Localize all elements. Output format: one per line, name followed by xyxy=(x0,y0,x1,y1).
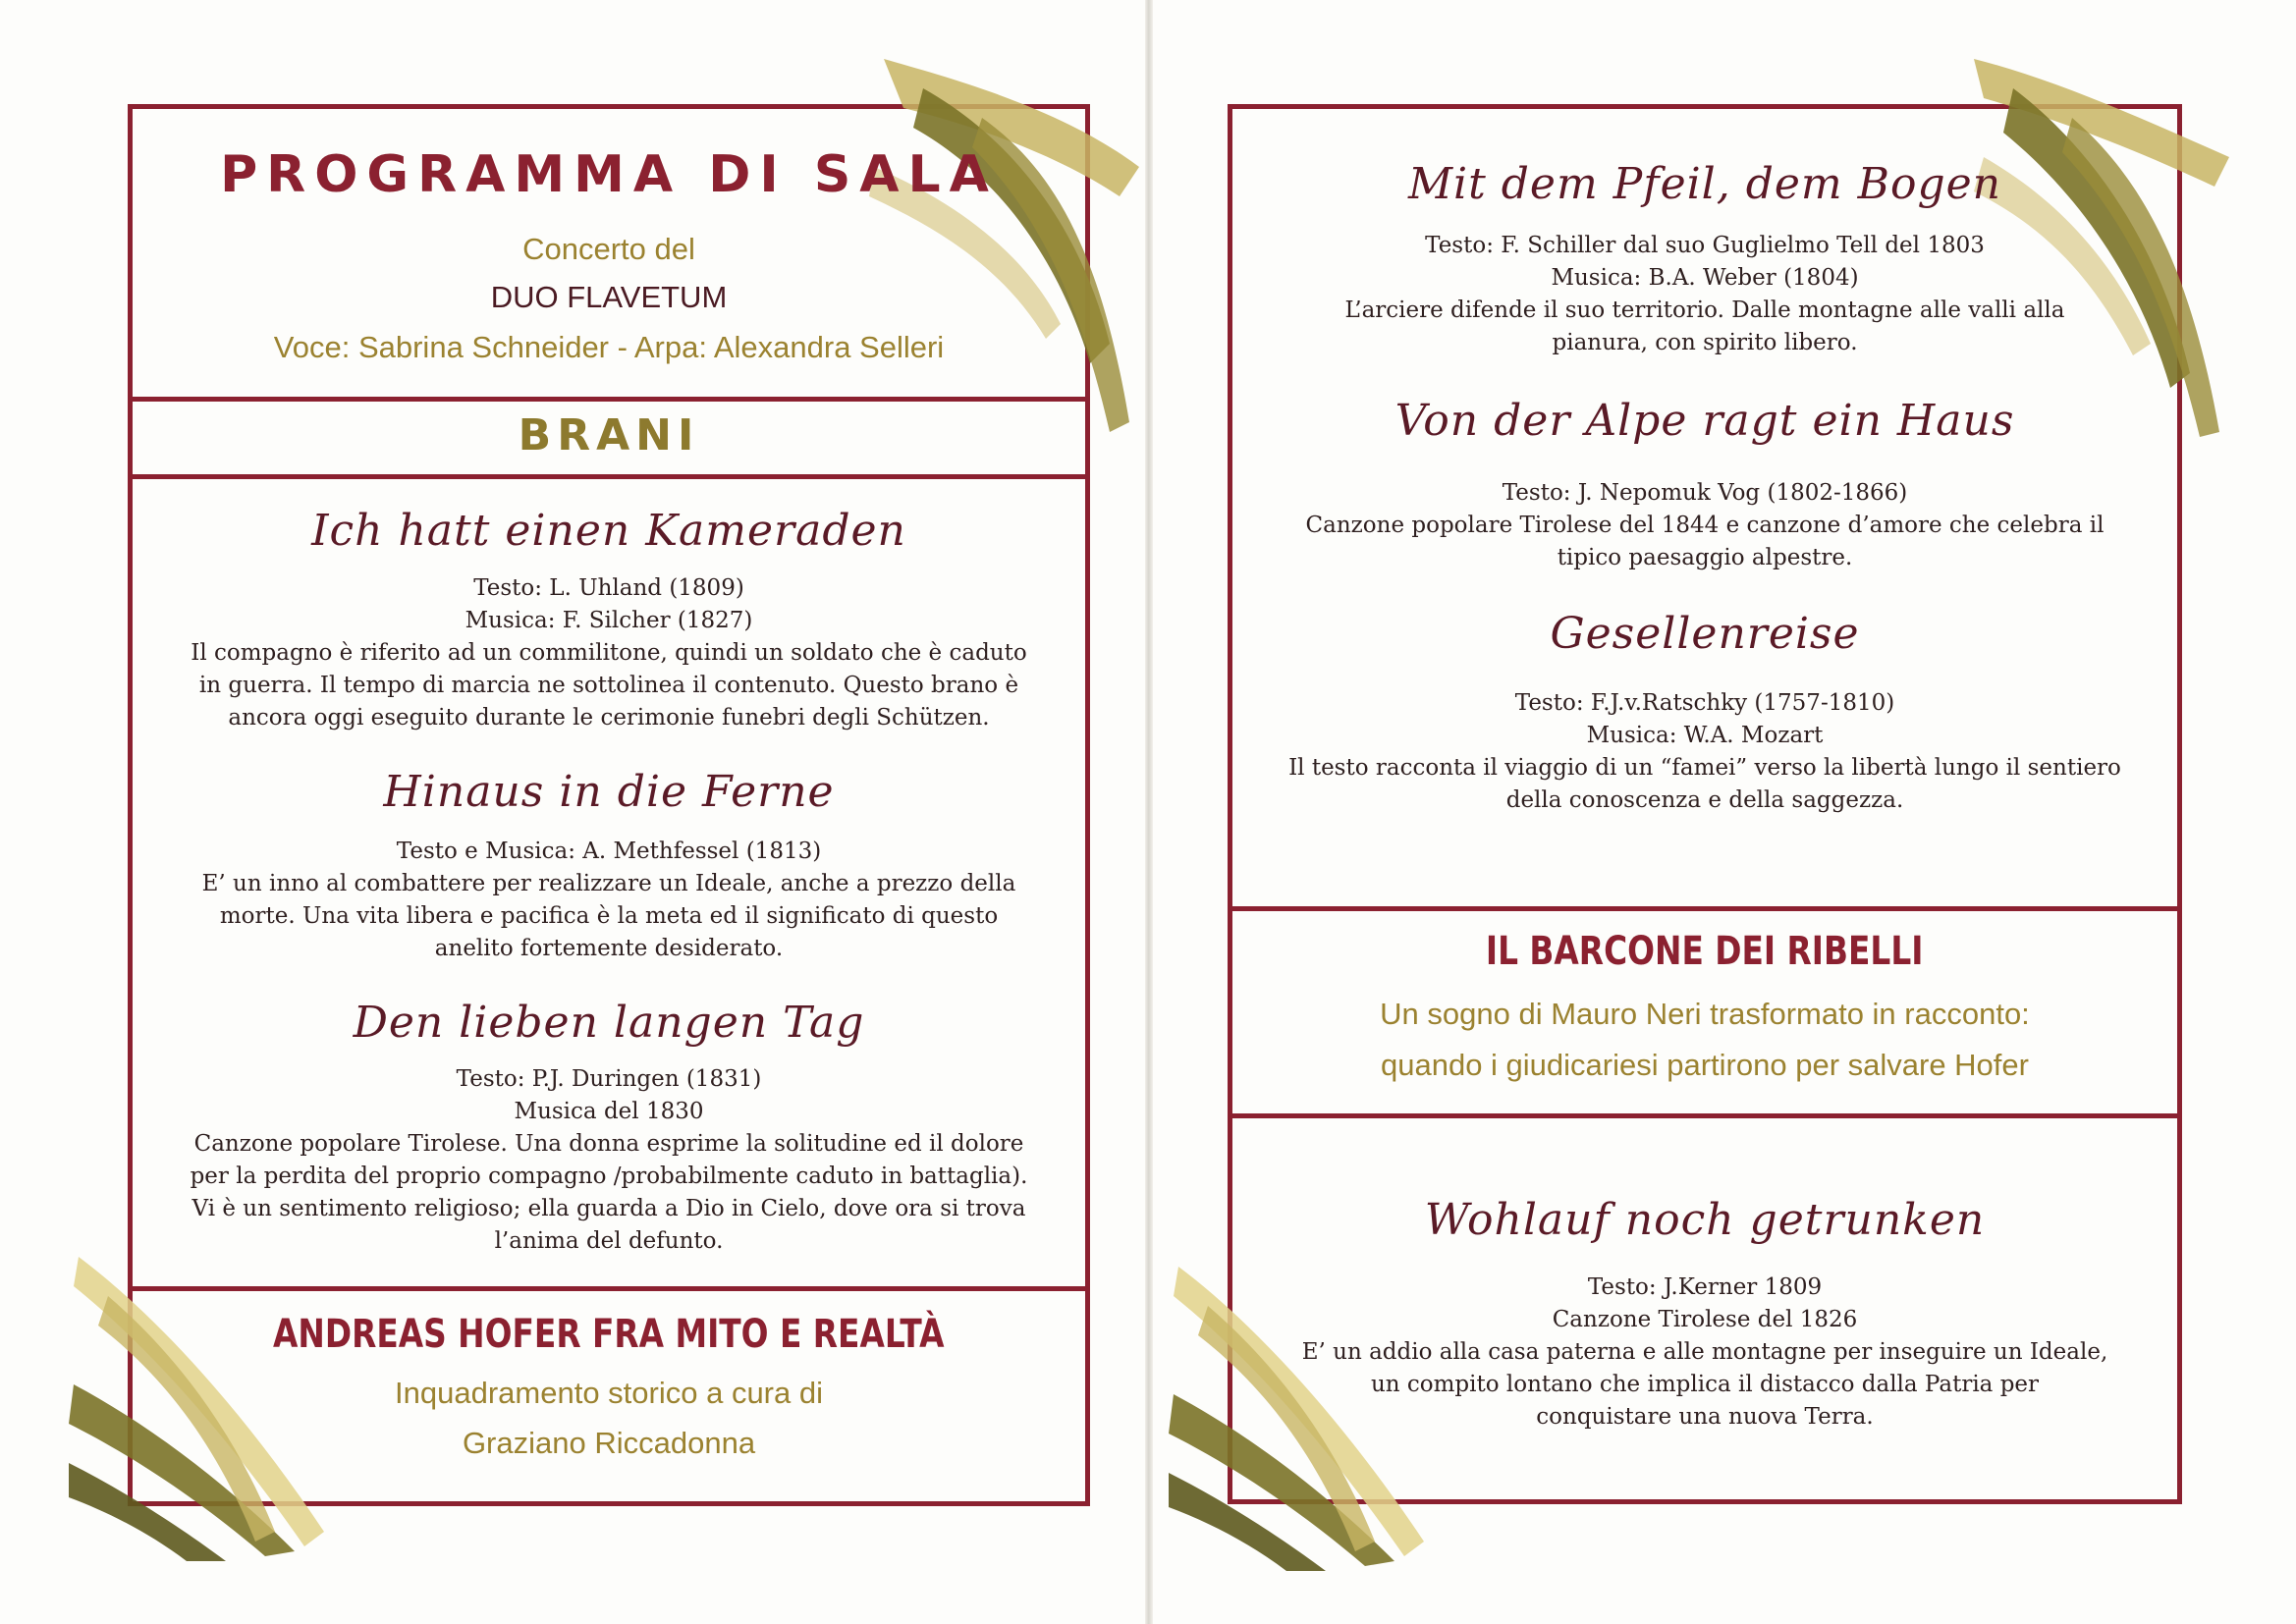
hofer-line-2: Graziano Riccadonna xyxy=(462,1426,756,1460)
barcone-title: IL BARCONE DEI RIBELLI xyxy=(1486,929,1924,974)
song-title: Den lieben langen Tag xyxy=(353,998,865,1048)
brani-label: BRANI xyxy=(518,410,700,460)
barcone-line-1: Un sogno di Mauro Neri trasformato in racconto: xyxy=(1380,997,2030,1031)
song-line: Musica: W.A. Mozart xyxy=(1586,723,1824,748)
song-details xyxy=(1232,1272,2177,1434)
song-line: l’anima del defunto. xyxy=(494,1228,724,1254)
song-details xyxy=(133,572,1085,734)
right-divider-1 xyxy=(1228,906,2182,911)
song-line: pianura, con spirito libero. xyxy=(1552,330,1858,355)
song-details xyxy=(133,836,1085,965)
song-title: Gesellenreise xyxy=(1550,609,1860,659)
song-line: L’arciere difende il suo territorio. Dalle montagne alle valli alla xyxy=(1344,298,2065,323)
song-line: Musica: F. Silcher (1827) xyxy=(465,608,753,633)
song-line: in guerra. Il tempo di marcia ne sottolinea il contenuto. Questo brano è xyxy=(198,673,1019,698)
song-line: Testo: F.J.v.Ratschky (1757-1810) xyxy=(1514,690,1895,716)
performers: Voce: Sabrina Schneider - Arpa: Alexandra Selleri xyxy=(273,330,945,364)
song-line: E’ un addio alla casa paterna e alle montagne per inseguire un Ideale, xyxy=(1301,1339,2108,1365)
hofer-title: ANDREAS HOFER FRA MITO E REALTÀ xyxy=(273,1312,945,1357)
programma-title: PROGRAMMA DI SALA xyxy=(220,145,998,204)
song-line: morte. Una vita libera e pacifica è la meta ed il significato di questo xyxy=(219,903,999,929)
song-line: Canzone Tirolese del 1826 xyxy=(1552,1307,1858,1332)
song-line: tipico paesaggio alpestre. xyxy=(1557,545,1853,570)
song-line: Testo: P.J. Duringen (1831) xyxy=(456,1066,762,1092)
right-divider-2 xyxy=(1228,1113,2182,1118)
song-line: Testo: F. Schiller dal suo Guglielmo Tell del 1803 xyxy=(1425,233,1985,258)
song-line: Vi è un sentimento religioso; ella guarda a Dio in Cielo, dove ora si trova xyxy=(191,1196,1026,1221)
song-line: E’ un inno al combattere per realizzare un Ideale, anche a prezzo della xyxy=(201,871,1016,896)
song-details xyxy=(1232,687,2177,817)
song-line: anelito fortemente desiderato. xyxy=(434,936,784,961)
song-line: Il testo racconta il viaggio di un “famei” verso la libertà lungo il sentiero xyxy=(1288,755,2121,781)
song-line: Testo: L. Uhland (1809) xyxy=(473,575,744,601)
song-line: Canzone popolare Tirolese del 1844 e canzone d’amore che celebra il xyxy=(1305,513,2105,538)
concerto-subtitle: Concerto del xyxy=(522,232,695,266)
song-details xyxy=(1232,230,2177,359)
song-title: Ich hatt einen Kameraden xyxy=(311,506,906,556)
song-line: Testo: J.Kerner 1809 xyxy=(1587,1274,1823,1300)
barcone-section xyxy=(1232,929,2177,974)
song-line: Testo e Musica: A. Methfessel (1813) xyxy=(396,839,822,864)
song-details xyxy=(1232,477,2177,574)
ensemble-name: DUO FLAVETUM xyxy=(490,280,728,314)
song-line: Musica del 1830 xyxy=(514,1099,704,1124)
song-line: per la perdita del proprio compagno /probabilmente caduto in battaglia). xyxy=(190,1164,1028,1189)
song-line: Musica: B.A. Weber (1804) xyxy=(1551,265,1859,291)
song-title: Hinaus in die Ferne xyxy=(383,767,835,817)
song-title: Von der Alpe ragt ein Haus xyxy=(1394,396,2015,446)
song-line: Canzone popolare Tirolese. Una donna esprime la solitudine ed il dolore xyxy=(193,1131,1024,1157)
song-title: Mit dem Pfeil, dem Bogen xyxy=(1407,159,2002,209)
song-line: un compito lontano che implica il distacco dalla Patria per xyxy=(1370,1372,2040,1397)
song-details xyxy=(133,1063,1085,1258)
hofer-line-1: Inquadramento storico a cura di xyxy=(395,1376,823,1410)
left-divider-2 xyxy=(128,474,1090,479)
song-line: Il compagno è riferito ad un commilitone, quindi un soldato che è caduto xyxy=(191,640,1027,666)
song-line: ancora oggi eseguito durante le cerimonie funebri degli Schützen. xyxy=(228,705,990,731)
barcone-line-2: quando i giudicariesi partirono per salvare Hofer xyxy=(1381,1048,2029,1082)
song-line: della conoscenza e della saggezza. xyxy=(1505,787,1904,813)
programma-section xyxy=(133,145,1085,204)
song-title: Wohlauf noch getrunken xyxy=(1424,1195,1986,1245)
song-line: Testo: J. Nepomuk Vog (1802-1866) xyxy=(1502,480,1908,506)
song-line: conquistare una nuova Terra. xyxy=(1536,1404,1874,1430)
hofer-section xyxy=(133,1312,1085,1357)
